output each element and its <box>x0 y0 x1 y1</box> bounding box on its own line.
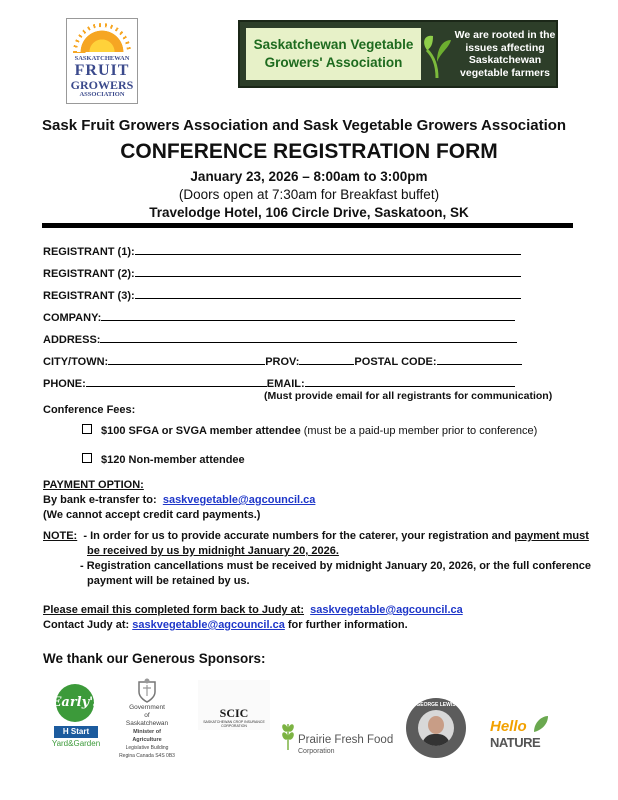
doors-open-note: (Doors open at 7:30am for Breakfast buffet) <box>178 187 440 202</box>
contact-email-link[interactable]: saskvegetable@agcouncil.ca <box>132 619 285 631</box>
svga-name-box <box>246 28 421 80</box>
member-fee-checkbox[interactable] <box>82 424 92 434</box>
registrant-1-label: REGISTRANT (1): <box>43 246 135 258</box>
conference-fees-heading: Conference Fees: <box>43 404 136 416</box>
event-venue: Travelodge Hotel, 106 Circle Drive, Saskatoon, SK <box>149 205 469 220</box>
earlys-sponsor-logo <box>48 684 104 754</box>
prairie-fresh-sponsor-logo <box>278 720 394 760</box>
nonmember-fee-label: $120 Non-member attendee <box>101 454 245 466</box>
coat-of-arms-icon <box>135 678 159 704</box>
registrant-3-line[interactable] <box>135 287 521 299</box>
svga-logo-banner <box>238 20 558 88</box>
etransfer-label: By bank e-transfer to: <box>43 494 157 506</box>
company-field[interactable] <box>43 309 515 324</box>
prov-line[interactable] <box>299 353 354 365</box>
email-note: (Must provide email for all registrants for communication) <box>264 390 553 402</box>
nonmember-fee-checkbox[interactable] <box>82 453 92 463</box>
scic-name: SCIC <box>219 706 249 720</box>
svga-tagline-line: issues affecting <box>465 41 545 54</box>
gov-line: of <box>144 712 150 719</box>
logo-text: GROWERS <box>70 78 134 92</box>
email-back-link[interactable]: saskvegetable@agcouncil.ca <box>310 604 463 616</box>
registrant-3-label: REGISTRANT (3): <box>43 290 135 302</box>
sfga-logo <box>66 18 138 104</box>
note-text: - In order for us to provide accurate numbers for the caterer, your registration and <box>83 530 515 542</box>
gov-line: Regina Canada S4S 0B3 <box>119 753 175 759</box>
phone-label: PHONE: <box>43 378 86 390</box>
hello-text: Hello <box>490 718 527 735</box>
prov-label: PROV: <box>265 356 300 368</box>
etransfer-email-link[interactable]: saskvegetable@agcouncil.ca <box>162 494 316 506</box>
george-lewis-sponsor-logo <box>406 698 466 758</box>
phone-email-row <box>43 375 515 390</box>
email-label: EMAIL: <box>266 378 305 390</box>
registrant-2-line[interactable] <box>135 265 521 277</box>
svga-name <box>246 36 421 72</box>
svga-name-line: Saskatchewan Vegetable <box>253 37 414 52</box>
email-back-line <box>43 604 463 616</box>
postal-code-label: POSTAL CODE: <box>354 356 437 368</box>
company-line[interactable] <box>101 309 515 321</box>
member-fee-label: $100 SFGA or SVGA member attendee <box>101 425 301 437</box>
svga-tagline <box>453 29 557 79</box>
earlys-script: Early's <box>51 695 101 710</box>
city-prov-postal-row <box>43 353 522 368</box>
registrant-2-field[interactable] <box>43 265 521 280</box>
form-title: CONFERENCE REGISTRATION FORM <box>120 140 498 163</box>
gov-sask-sponsor-logo <box>118 678 176 758</box>
gov-line: Government <box>129 704 165 711</box>
portrait-icon <box>418 710 454 746</box>
contact-line <box>43 619 408 631</box>
header-divider <box>42 223 573 228</box>
note-line-3: - Registration cancellations must be received by midnight January 20, 2026, or the full conference <box>80 560 592 572</box>
scic-sub: SASKATCHEWAN CROP INSURANCE CORPORATION <box>203 720 265 728</box>
note-label: NOTE: <box>43 530 78 542</box>
nature-text: NATURE <box>490 735 541 750</box>
postal-code-line[interactable] <box>437 353 522 365</box>
logo-text: FRUIT <box>74 62 130 79</box>
gov-line: Minister of Agriculture <box>132 729 162 743</box>
city-line[interactable] <box>108 353 265 365</box>
registrant-1-line[interactable] <box>135 243 521 255</box>
company-label: COMPANY: <box>43 312 102 324</box>
sponsors-heading: We thank our Generous Sponsors: <box>43 651 266 666</box>
contact-label: Contact Judy at: <box>43 619 130 631</box>
registrant-3-field[interactable] <box>43 287 521 302</box>
george-lewis-ring-text: GEORGE LEWIS <box>416 702 456 708</box>
email-back-label: Please email this completed form back to Judy at: <box>43 604 305 616</box>
address-line[interactable] <box>100 331 517 343</box>
registrant-2-label: REGISTRANT (2): <box>43 268 135 280</box>
phone-line[interactable] <box>86 375 267 387</box>
member-fee-option[interactable] <box>82 424 537 437</box>
prairie-fresh-sub: Corporation <box>298 748 335 755</box>
member-fee-note: (must be a paid-up member prior to conference) <box>300 425 538 437</box>
registrant-1-field[interactable] <box>43 243 521 258</box>
prairie-fresh-name: Prairie Fresh Food <box>298 734 394 746</box>
contact-tail: for further information. <box>284 619 408 631</box>
associations-heading: Sask Fruit Growers Association and Sask Vegetable Growers Association <box>42 117 567 134</box>
logo-text: SASKATCHEWAN <box>74 55 130 62</box>
svga-tagline-line: vegetable farmers <box>460 66 550 79</box>
event-date: January 23, 2026 – 8:00am to 3:00pm <box>190 169 428 184</box>
note-line-2: be received by us by midnight January 20, 2026. <box>87 545 339 557</box>
sprout-icon <box>421 28 453 80</box>
address-label: ADDRESS: <box>43 334 101 346</box>
nonmember-fee-option[interactable] <box>82 453 245 466</box>
earlys-brand: H Start <box>54 726 98 738</box>
hello-nature-sponsor-logo <box>486 718 550 758</box>
email-line[interactable] <box>305 375 515 387</box>
note-line-4: payment will be retained by us. <box>87 575 250 587</box>
svga-tagline-line: Saskatchewan <box>468 54 542 66</box>
note-emphasis: payment must <box>514 530 589 542</box>
etransfer-line <box>43 494 315 506</box>
no-credit-card-note: (We cannot accept credit card payments.) <box>43 509 261 521</box>
scic-sponsor-logo <box>198 680 270 730</box>
leaf-icon <box>532 714 550 734</box>
earlys-sub: Yard&Garden <box>51 739 101 748</box>
city-label: CITY/TOWN: <box>43 356 109 368</box>
note-line-1 <box>43 530 589 542</box>
wheat-icon <box>278 720 298 750</box>
svga-name-line: Growers' Association <box>264 55 403 70</box>
logo-text: ASSOCIATION <box>79 91 125 98</box>
svga-tagline-line: We are rooted in the <box>454 29 556 41</box>
gov-line: Legislative Building <box>125 745 169 751</box>
address-field[interactable] <box>43 331 517 346</box>
gov-line: Saskatchewan <box>125 720 169 727</box>
payment-option-heading: PAYMENT OPTION: <box>43 479 144 491</box>
